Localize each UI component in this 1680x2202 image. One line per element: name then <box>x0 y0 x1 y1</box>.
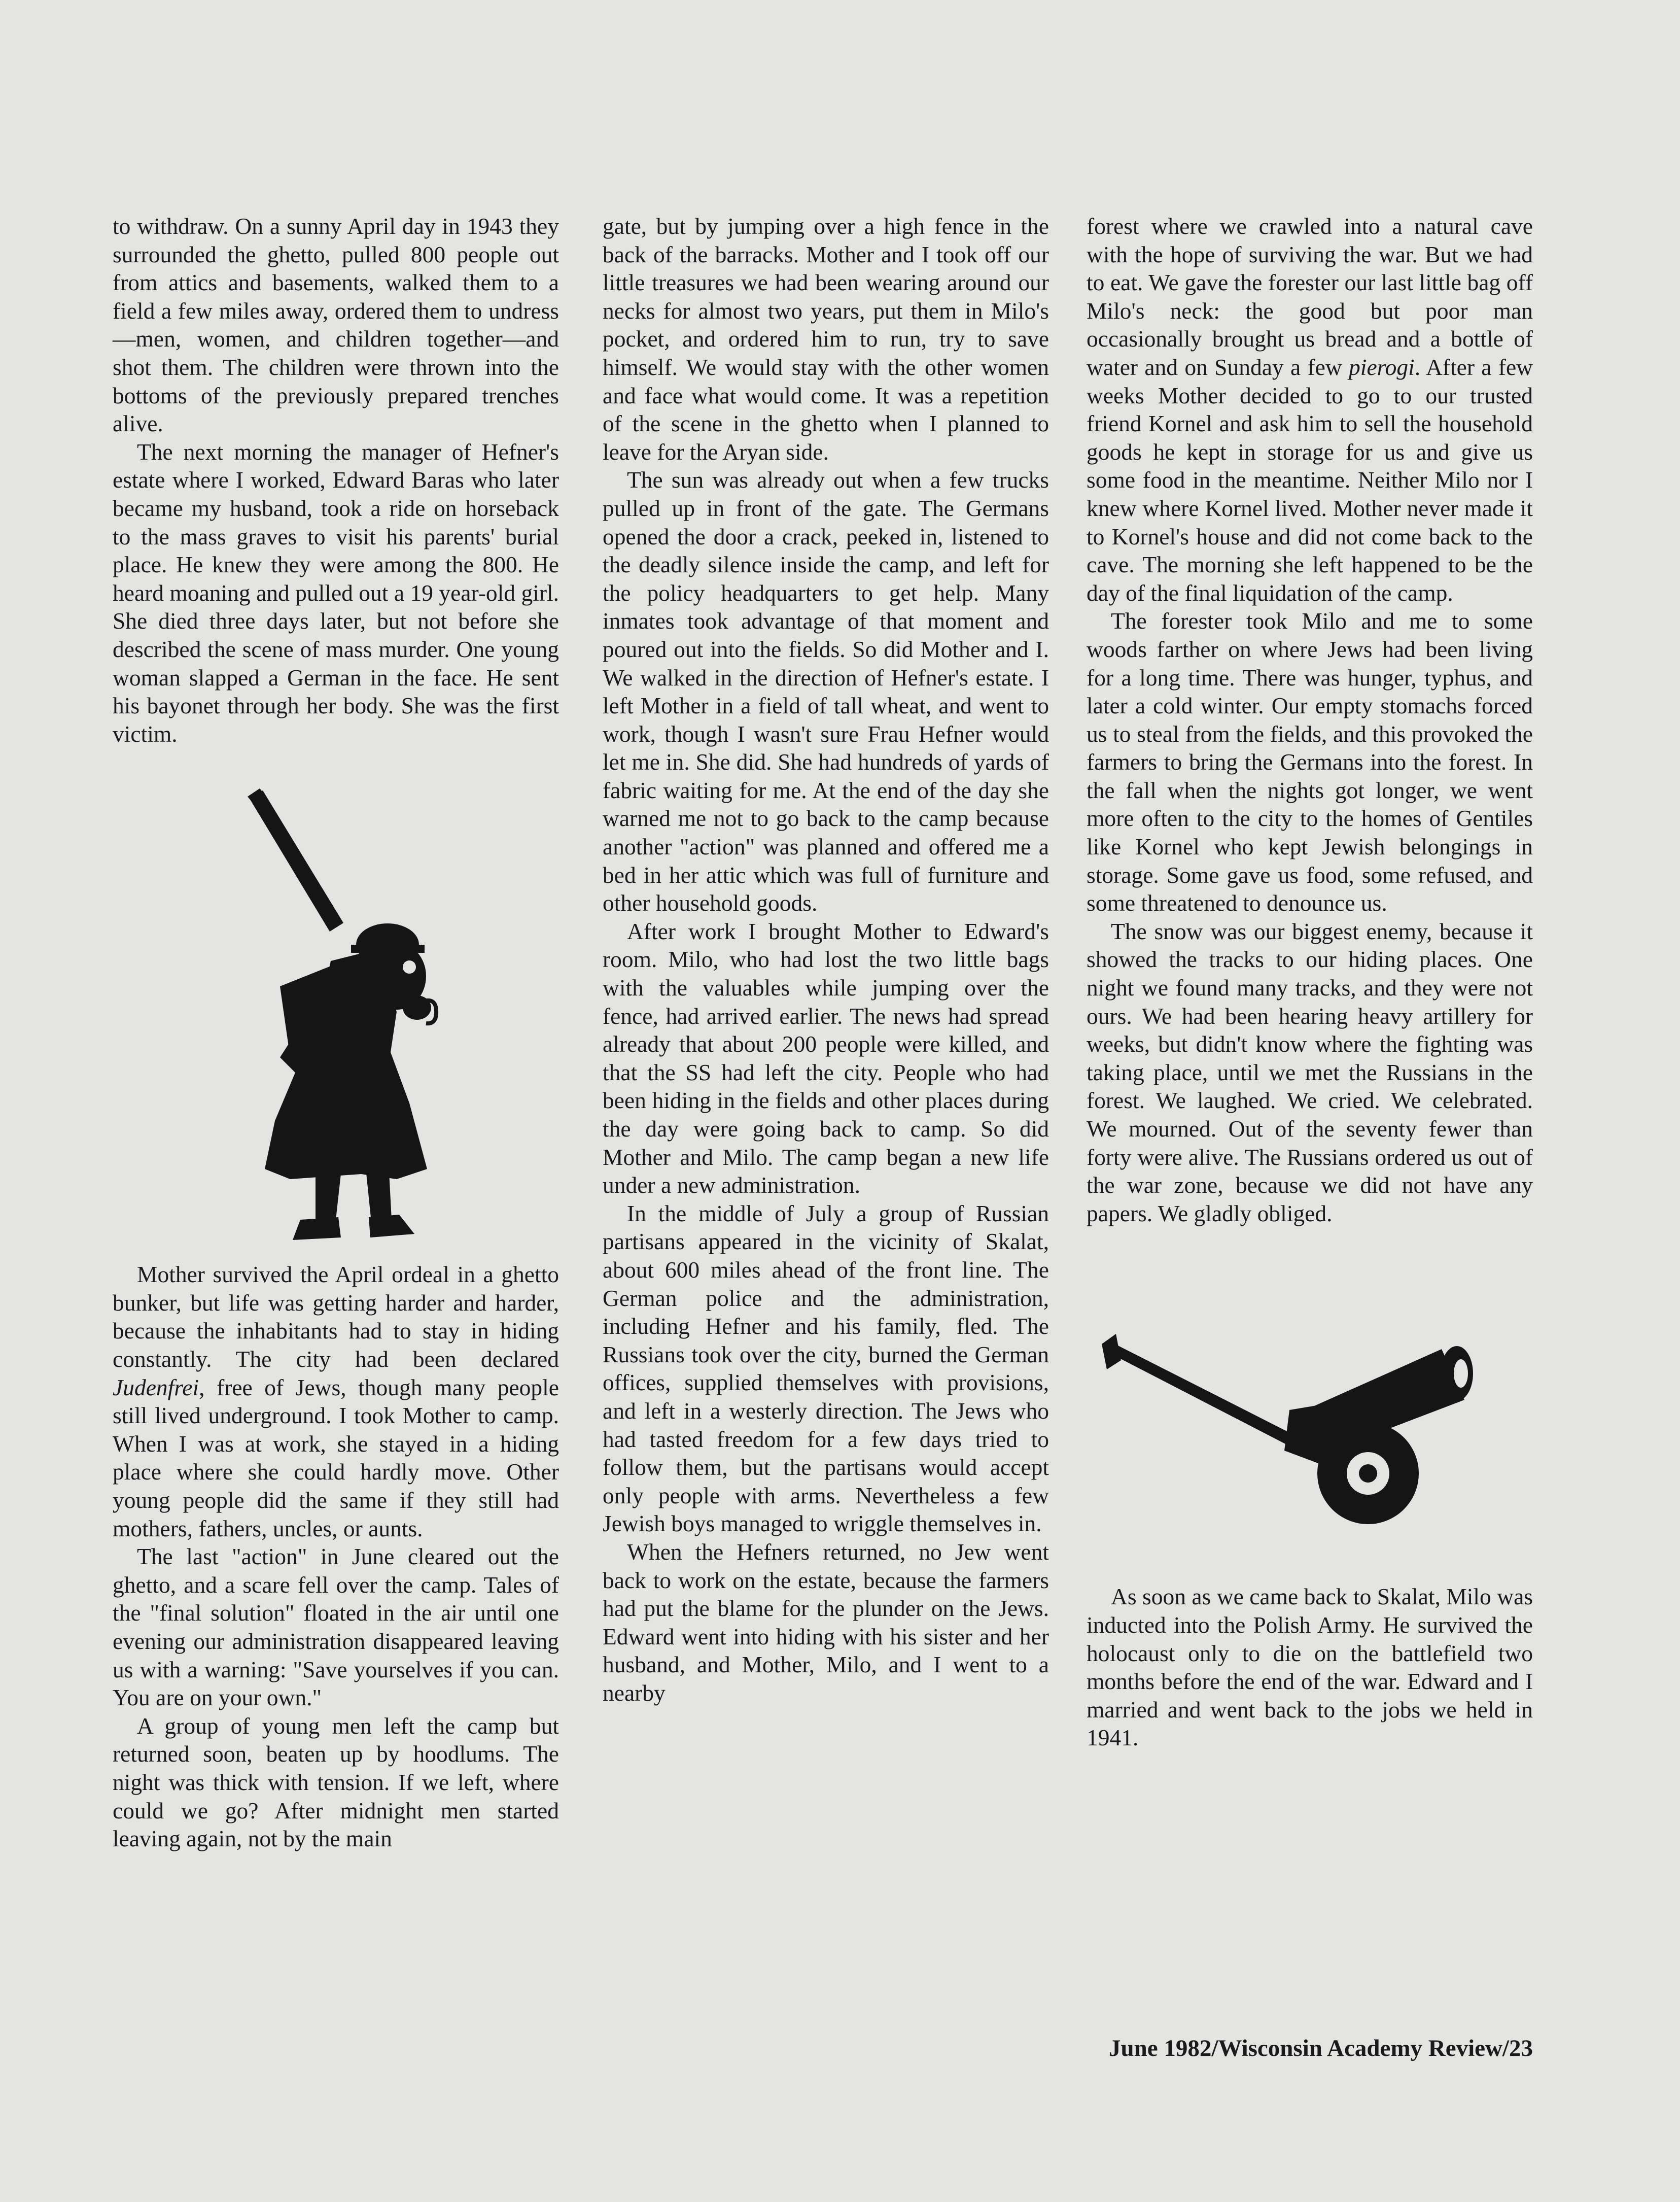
paragraph: to withdraw. On a sunny April day in 1943 they surrounded the ghetto, pulled 800 people out from attics and basements, walked them to a field a few miles away, ordered them to undress—men, women, and children together—and shot them. The children were thrown into the bottoms of the previously prepared trenches alive. <box>113 213 559 437</box>
paragraph: The next morning the manager of Hefner's estate where I worked, Edward Baras who later became my husband, took a ride on horseback to the mass graves to visit his parents' burial place. He knew they were among the 800. He heard moaning and pulled out a 19 year-old girl. She died three days later, but not before she described the scene of mass murder. One young woman slapped a German in the face. He sent his bayonet through her body. She was the first victim. <box>113 438 559 747</box>
paragraph <box>1087 212 1533 607</box>
paragraph: After work I brought Mother to Edward's room. Milo, who had lost the two little bags with the valuables while jumping over the fence, had arrived earlier. The news had spread already that about 200 people were killed, and that the SS had left the city. People who had been hiding in the fields and other places during the day were going back to camp. So did Mother and Milo. The camp began a new life under a new administration. <box>603 918 1049 1198</box>
text-run: . After a few weeks Mother decided to go to our trusted friend Kornel and ask him to sell the household goods he kept in storage for us and give us some food in the meantime. Neither Milo nor I knew where Kornel lived. Mother never made it to Kornel's house and did not come back to the cave. The morning she left happened to be the day of the final liquidation of the camp. <box>1087 354 1533 606</box>
paragraph: A group of young men left the camp but returned soon, beaten up by hoodlums. The night was thick with tension. If we left, where could we go? After midnight men started leaving again, not by the main <box>113 1712 559 1852</box>
text-run: , free of Jews, though many people still lived underground. I took Mother to camp. When I was at work, she stayed in a hiding place where she could hardly move. Other young people did the same if they still had mothers, fathers, uncles, or aunts. <box>113 1374 559 1541</box>
page-footer: June 1982/Wisconsin Academy Review/23 <box>1108 2035 1533 2061</box>
paragraph: The snow was our biggest enemy, because it showed the tracks to our hiding places. One night we found many tracks, and they were not ours. We had been hearing heavy artillery for weeks, but didn't know where the fighting was taking place, until we met the Russians in the forest. We laughed. We cried. We celebrated. We mourned. Out of the seventy fewer than forty were alive. The Russians ordered us out of the war zone, because we did not have any papers. We gladly obliged. <box>1087 918 1533 1226</box>
paragraph: When the Hefners returned, no Jew went back to work on the estate, because the farmers had put the blame for the plunder on the Jews. Edward went into hiding with his sister and her husband, and Mother, Milo, and I went to a nearby <box>603 1538 1049 1706</box>
field-cannon-silhouette-icon <box>1087 1227 1533 1582</box>
paragraph: As soon as we came back to Skalat, Milo was inducted into the Polish Army. He survived the holocaust only to die on the battlefield two months before the end of the war. Edward and I married and went back to the jobs we held in 1941. <box>1087 1584 1533 1751</box>
paragraph: The last "action" in June cleared out the ghetto, and a scare fell over the camp. Tales of the "final solution" floated in the air until one evening our administration disappeared leaving us with a warning: "Save yourselves if you can. You are on your own." <box>113 1543 559 1711</box>
paragraph: The sun was already out when a few trucks pulled up in front of the gate. The Germans opened the door a crack, peeked in, listened to the deadly silence inside the camp, and left for the policy headquarters to get help. Many inmates took advantage of that moment and poured out into the fields. So did Mother and I. We walked in the direction of Hefner's estate. I left Mother in a field of tall wheat, and went to work, though I wasn't sure Frau Hefner would let me in. She did. She had hundreds of yards of fabric waiting for me. At the end of the day she warned me not to go back to the camp because another "action" was planned and offered me a bed in her attic which was full of furniture and other household goods. <box>603 467 1049 916</box>
column-2 <box>603 212 1049 1707</box>
paragraph: In the middle of July a group of Russian partisans appeared in the vicinity of Skalat, about 600 miles ahead of the front line. The German police and the administration, including Hefner and his family, fled. The Russians took over the city, burned the German offices, supplied themselves with provisions, and left in a westerly direction. The Jews who had tasted freedom for a few days tried to follow them, but the partisans would accept only people with arms. Nevertheless a few Jewish boys managed to wriggle themselves in. <box>603 1200 1049 1537</box>
text-run: forest where we crawled into a natural cave with the hope of surviving the war. But we had to eat. We gave the forester our last little bag off Milo's neck: the good but poor man occasionally brought us bread and a bottle of water and on Sunday a few <box>1087 213 1533 380</box>
column-1 <box>113 212 559 1853</box>
paragraph <box>113 1260 559 1542</box>
column-3 <box>1087 212 1533 1752</box>
soldier-silhouette-icon <box>113 748 559 1260</box>
paragraph: gate, but by jumping over a high fence in the back of the barracks. Mother and I took off our little treasures we had been wearing around our necks for almost two years, put them in Milo's pocket, and ordered him to run, try to save himself. We would stay with the other women and face what would come. It was a repetition of the scene in the ghetto when I planned to leave for the Aryan side. <box>603 213 1049 465</box>
italic-word: Judenfrei <box>113 1374 199 1400</box>
italic-word: pierogi <box>1349 354 1415 380</box>
text-run: Mother survived the April ordeal in a ghetto bunker, but life was getting harder and harder, because the inhabitants had to stay in hiding constantly. The city had been declared <box>113 1261 559 1372</box>
paragraph: The forester took Milo and me to some woods farther on where Jews had been living for a long time. There was hunger, typhus, and later a cold winter. Our empty stomachs forced us to steal from the fields, and this provoked the farmers to bring the Germans into the forest. In the fall when the nights got longer, we went more often to the city to the homes of Gentiles like Kornel who kept Jewish belongings in storage. Some gave us food, some refused, and some threatened to denounce us. <box>1087 608 1533 916</box>
